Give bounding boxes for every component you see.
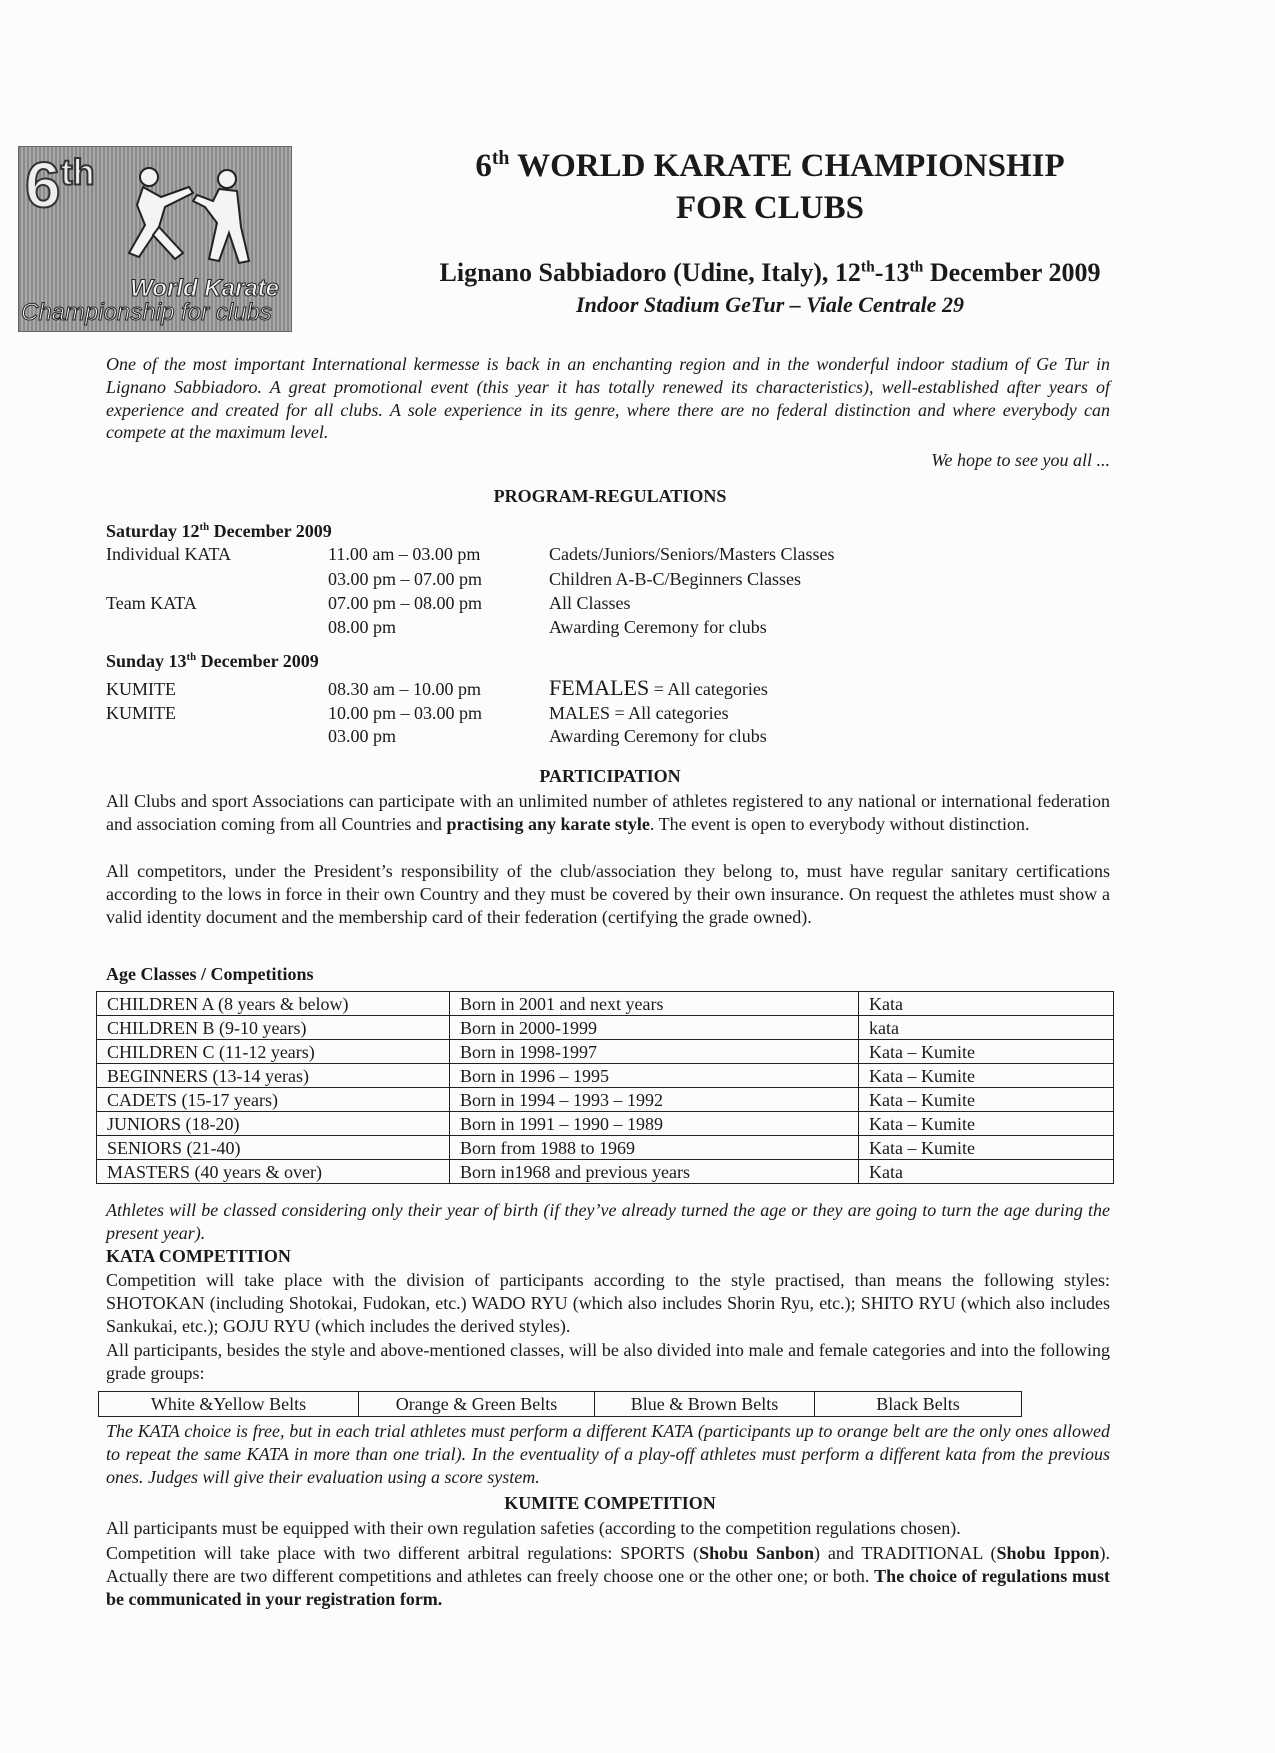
birth-years-cell: Born in 1991 – 1990 – 1989 bbox=[450, 1112, 859, 1136]
schedule-time: 11.00 am – 03.00 pm bbox=[328, 544, 481, 564]
table-row bbox=[97, 1016, 1114, 1040]
birth-years-cell: Born in 2000-1999 bbox=[450, 1016, 859, 1040]
grade-group-cell: Black Belts bbox=[815, 1392, 1022, 1417]
intro-paragraph: One of the most important International kermesse is back in an enchanting region and in the wonderful indoor stadium of Ge Tur in Lignano Sabbiadoro. A great promotional event (this year it has totally renewed its characteristics), well-established after years of experience and created for all clubs. A sole experience in its genre, where there are no federal distinction and where everybody can compete at the maximum level. bbox=[106, 354, 1110, 443]
age-class-cell: MASTERS (40 years & over) bbox=[97, 1160, 450, 1184]
age-class-cell: CHILDREN C (11-12 years) bbox=[97, 1040, 450, 1064]
age-class-cell: CADETS (15-17 years) bbox=[97, 1088, 450, 1112]
event-logo bbox=[18, 146, 292, 332]
competition-cell: Kata bbox=[859, 992, 1114, 1016]
table-row bbox=[97, 1160, 1114, 1184]
kata-paragraph-1: Competition will take place with the division of participants according to the style practised, than means the following styles: SHOTOKAN (including Shotokai, Fudokan, etc.) WADO RYU (which also includes Shorin Ryu, etc.); SHITO RYU (which also includes Sankukai, etc.); GOJU RYU (which includes the derived styles). bbox=[106, 1270, 1110, 1336]
schedule-time: 03.00 pm – 07.00 pm bbox=[328, 569, 483, 589]
grade-groups-table bbox=[98, 1391, 1022, 1417]
event-dates: Lignano Sabbiadoro (Udine, Italy), 12th-13th December 2009 bbox=[439, 258, 1101, 287]
schedule-time: 08.30 am – 10.00 pm bbox=[328, 679, 481, 699]
schedule-time: 03.00 pm bbox=[328, 726, 397, 746]
birth-years-cell: Born in1968 and previous years bbox=[450, 1160, 859, 1184]
saturday-schedule bbox=[106, 521, 1106, 641]
saturday-date: Saturday 12th December 2009 bbox=[106, 521, 332, 541]
participation-paragraph-2: All competitors, under the President’s responsibility of the club/association they belong to, must have regular sanitary certifications according to the lows in force in their own Country and they must be covered by their own insurance. On request the athletes must show a valid identity document and the membership card of their federation (certifying the grade owned). bbox=[106, 861, 1110, 927]
schedule-description: Cadets/Juniors/Seniors/Masters Classes bbox=[549, 544, 835, 564]
table-row bbox=[97, 1112, 1114, 1136]
kata-note: The KATA choice is free, but in each trial athletes must perform a different KATA (participants up to orange belt are the only ones allowed to repeat the same KATA in more than one trial). In the eventuality of a play-off athletes must perform a different kata from the previous ones. Judges will give their evaluation using a score system. bbox=[106, 1421, 1110, 1487]
age-class-cell: CHILDREN B (9-10 years) bbox=[97, 1016, 450, 1040]
schedule-event: Individual KATA bbox=[106, 544, 232, 564]
kata-paragraph-2: All participants, besides the style and above-mentioned classes, will be also divided into male and female categories and into the following grade groups: bbox=[106, 1340, 1110, 1383]
birth-years-cell: Born in 1994 – 1993 – 1992 bbox=[450, 1088, 859, 1112]
schedule-time: 07.00 pm – 08.00 pm bbox=[328, 593, 483, 613]
table-row bbox=[97, 1088, 1114, 1112]
schedule-description: MALES = All categories bbox=[549, 703, 729, 723]
schedule-description: FEMALES = All categories bbox=[549, 675, 768, 700]
event-venue: Indoor Stadium GeTur – Viale Centrale 29 bbox=[576, 292, 964, 317]
grade-group-cell: Orange & Green Belts bbox=[359, 1392, 595, 1417]
table-row bbox=[97, 992, 1114, 1016]
birth-years-cell: Born in 2001 and next years bbox=[450, 992, 859, 1016]
schedule-time: 10.00 pm – 03.00 pm bbox=[328, 703, 483, 723]
logo-line-1: World Karate bbox=[130, 275, 279, 302]
karate-fighters-icon bbox=[109, 157, 259, 277]
grade-group-cell: Blue & Brown Belts bbox=[595, 1392, 815, 1417]
schedule-event: KUMITE bbox=[106, 703, 176, 723]
birth-years-cell: Born in 1998-1997 bbox=[450, 1040, 859, 1064]
schedule-event: KUMITE bbox=[106, 679, 176, 699]
age-class-cell: JUNIORS (18-20) bbox=[97, 1112, 450, 1136]
logo-line-2: Championship for clubs bbox=[21, 299, 272, 326]
age-class-cell: CHILDREN A (8 years & below) bbox=[97, 992, 450, 1016]
age-class-cell: BEGINNERS (13-14 yeras) bbox=[97, 1064, 450, 1088]
table-row bbox=[97, 1064, 1114, 1088]
competition-cell: Kata bbox=[859, 1160, 1114, 1184]
intro-closing: We hope to see you all ... bbox=[931, 450, 1110, 470]
sunday-schedule bbox=[106, 651, 1106, 751]
competition-cell: Kata – Kumite bbox=[859, 1064, 1114, 1088]
grade-group-cell: White &Yellow Belts bbox=[99, 1392, 359, 1417]
schedule-description: Children A-B-C/Beginners Classes bbox=[549, 569, 801, 589]
schedule-time: 08.00 pm bbox=[328, 617, 397, 637]
birth-years-cell: Born in 1996 – 1995 bbox=[450, 1064, 859, 1088]
birth-years-cell: Born from 1988 to 1969 bbox=[450, 1136, 859, 1160]
competition-cell: Kata – Kumite bbox=[859, 1040, 1114, 1064]
competition-cell: kata bbox=[859, 1016, 1114, 1040]
schedule-description: All Classes bbox=[549, 593, 631, 613]
logo-number: 6th bbox=[25, 149, 95, 221]
kumite-paragraph-2: Competition will take place with two different arbitral regulations: SPORTS (Shobu Sanbon) and TRADITIONAL (Shobu Ippon). Actually there are two different competitions and athletes can freely choose one or the other one; or both. The choice of regulations must be communicated in your registration form. bbox=[106, 1543, 1111, 1609]
age-classes-table bbox=[96, 991, 1114, 1184]
competition-cell: Kata – Kumite bbox=[859, 1112, 1114, 1136]
age-classes-heading: Age Classes / Competitions bbox=[106, 964, 314, 984]
schedule-description: Awarding Ceremony for clubs bbox=[549, 726, 767, 746]
participation-paragraph-1: All Clubs and sport Associations can participate with an unlimited number of athletes registered to any national or international federation and association coming from all Countries and practising any karate style. The event is open to everybody without distinction. bbox=[106, 791, 1110, 834]
kumite-paragraph-1: All participants must be equipped with their own regulation safeties (according to the competition regulations chosen). bbox=[106, 1518, 961, 1538]
schedule-event: Team KATA bbox=[106, 593, 197, 613]
participation-heading: PARTICIPATION bbox=[539, 766, 681, 786]
sunday-date: Sunday 13th December 2009 bbox=[106, 651, 319, 671]
schedule-description: Awarding Ceremony for clubs bbox=[549, 617, 767, 637]
competition-cell: Kata – Kumite bbox=[859, 1088, 1114, 1112]
table-row bbox=[97, 1136, 1114, 1160]
page-title-line-2: FOR CLUBS bbox=[676, 190, 864, 226]
program-heading: PROGRAM-REGULATIONS bbox=[493, 486, 727, 506]
kumite-heading: KUMITE COMPETITION bbox=[504, 1493, 716, 1513]
page-title: 6th WORLD KARATE CHAMPIONSHIP bbox=[475, 147, 1065, 184]
table-row bbox=[97, 1040, 1114, 1064]
competition-cell: Kata – Kumite bbox=[859, 1136, 1114, 1160]
age-class-cell: SENIORS (21-40) bbox=[97, 1136, 450, 1160]
kata-heading: KATA COMPETITION bbox=[106, 1246, 291, 1266]
table-row bbox=[99, 1392, 1022, 1417]
age-classes-note: Athletes will be classed considering only their year of birth (if they’ve already turned the age or they are going to turn the age during the present year). bbox=[106, 1200, 1110, 1243]
